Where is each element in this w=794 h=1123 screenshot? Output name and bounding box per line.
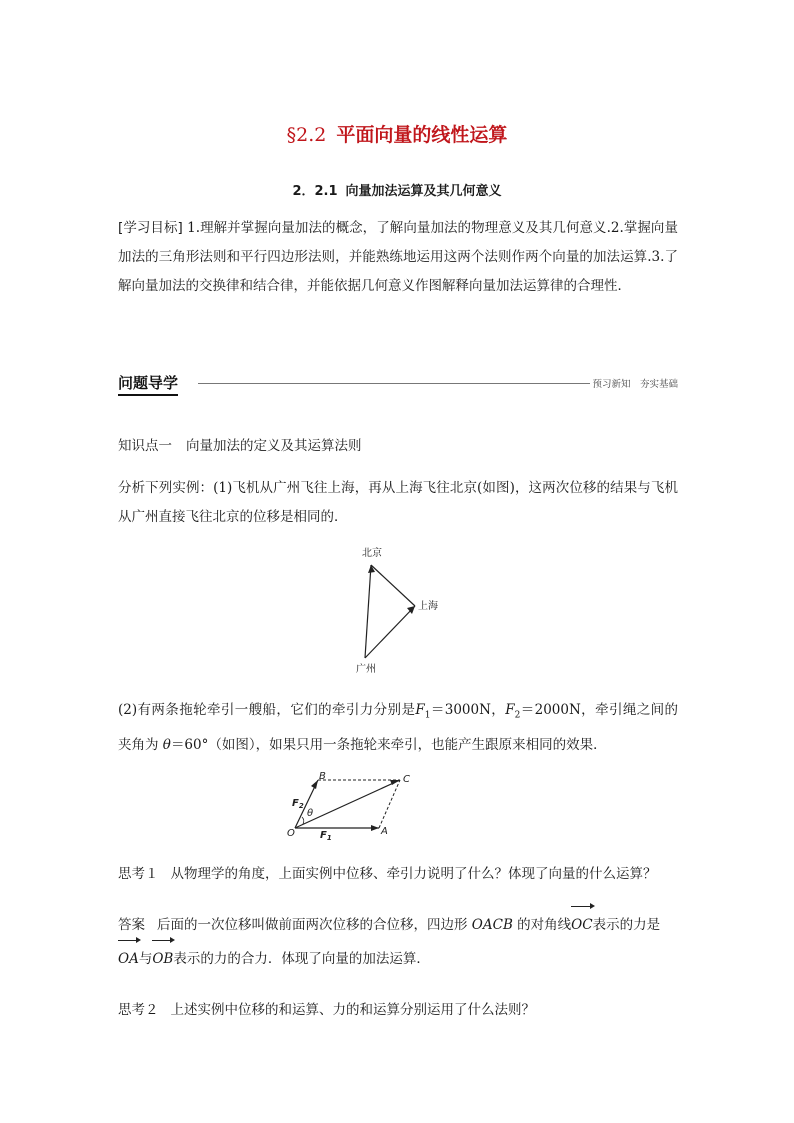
think-2-text: 上述实例中位移的和运算、力的和运算分别运用了什么法则？ — [170, 1002, 535, 1018]
example-1-text: 分析下列实例：(1)飞机从广州飞往上海，再从上海飞往北京(如图)，这两次位移的结果与飞机从广州直接飞往北京的位移是相同的． — [118, 480, 678, 525]
knowledge-point-title: 向量加法的定义及其运算法则 — [186, 438, 362, 454]
arrow-a — [371, 825, 379, 831]
answer-1 — [118, 908, 678, 976]
arrow-at-beijing — [368, 565, 375, 573]
subsection-title-text: 向量加法运算及其几何意义 — [345, 184, 502, 199]
dashed-ac — [379, 780, 400, 828]
label-b: B — [319, 771, 326, 782]
label-o: O — [287, 828, 295, 839]
label-c: C — [403, 774, 410, 785]
route-guangzhou-shanghai — [365, 606, 415, 658]
f1-symbol: F — [415, 702, 425, 718]
force-parallelogram-figure — [282, 768, 422, 840]
answer-1-text-4: 与 — [138, 951, 153, 967]
f2-symbol: F — [505, 702, 515, 718]
route-guangzhou-beijing — [365, 565, 371, 658]
answer-1-text-2: 的对角线 — [517, 917, 572, 933]
think-1-label: 思考１ — [118, 866, 159, 882]
f2-subscript: 2 — [514, 710, 521, 721]
section-heading-text: 问题导学 — [118, 372, 178, 396]
label-theta: θ — [307, 808, 314, 819]
answer-1-label: 答案 — [118, 917, 145, 933]
f2-value: ＝2000N，牵引绳之间的夹角为 — [118, 702, 679, 753]
vector-oc-symbol: OC — [571, 908, 592, 942]
vector-oc — [295, 780, 400, 828]
learning-goals — [118, 214, 678, 301]
section-heading-rule — [198, 383, 590, 384]
example-2-part-1: (2)有两条拖轮牵引一艘船，它们的牵引力分别是 — [118, 702, 416, 718]
answer-1-text-1: 后面的一次位移叫做前面两次位移的合位移，四边形 — [157, 917, 468, 933]
section-heading — [118, 372, 678, 396]
arrow-b — [311, 780, 318, 789]
label-shanghai: 上海 — [418, 601, 438, 612]
label-a: A — [381, 826, 388, 837]
f1-value: ＝3000N， — [430, 702, 506, 718]
answer-1-text-3: 表示的力是 — [592, 917, 661, 933]
knowledge-point-label: 知识点一 — [118, 438, 172, 454]
learning-goals-text: 1.理解并掌握向量加法的概念，了解向量加法的物理意义及其几何意义.2.掌握向量加法的三角形法则和平行四边形法则，并能熟练地运用这两个法则作两个向量的加法运算.3.了解向量加法的交换律和结合律，并能依据几何意义作图解释向量加法运算律的合理性． — [118, 220, 678, 294]
label-guangzhou: 广州 — [356, 664, 376, 675]
think-2 — [118, 996, 678, 1024]
answer-1-quad: OACB — [471, 917, 513, 933]
route-triangle-figure — [340, 540, 460, 680]
page-title — [0, 120, 794, 147]
route-beijing-shanghai — [371, 565, 415, 606]
label-f2: $F_2$ — [292, 798, 304, 810]
angle-arc — [302, 817, 304, 824]
section-heading-tag: 预习新知 夯实基础 — [592, 379, 678, 390]
example-2-part-2: ＝60°（如图），如果只用一条拖轮来牵引，也能产生跟原来相同的效果． — [170, 736, 607, 753]
learning-goals-label: [学习目标] — [118, 220, 183, 236]
think-1-text: 从物理学的角度，上面实例中位移、牵引力说明了什么？体现了向量的什么运算？ — [170, 866, 657, 882]
think-2-label: 思考２ — [118, 1002, 159, 1018]
vector-oa-symbol: OA — [118, 942, 139, 976]
example-2-text — [118, 696, 678, 760]
subsection-title — [0, 180, 794, 199]
label-beijing: 北京 — [362, 548, 382, 559]
f1-subscript: 1 — [424, 710, 431, 721]
knowledge-point-heading — [118, 434, 362, 454]
subsection-number: 2．2.1 — [292, 184, 338, 199]
section-number: §2.2 — [286, 124, 327, 146]
think-1 — [118, 860, 678, 888]
answer-1-text-5: 表示的力的合力．体现了向量的加法运算． — [173, 951, 430, 967]
vector-ob-symbol: OB — [152, 942, 173, 976]
chapter-title: 平面向量的线性运算 — [336, 124, 508, 146]
theta-symbol: θ — [162, 736, 171, 753]
label-f1: $F_1$ — [320, 830, 332, 840]
